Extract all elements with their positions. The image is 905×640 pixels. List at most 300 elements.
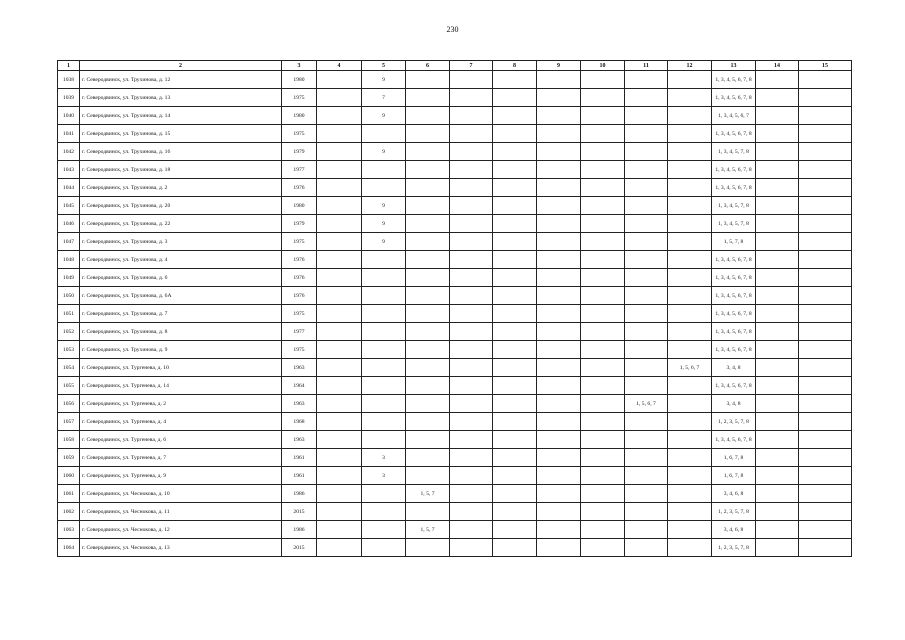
table-cell: 1986 [282, 485, 317, 503]
table-cell [668, 323, 712, 341]
table-cell [581, 485, 625, 503]
row-number-cell: 1046 [58, 215, 80, 233]
table-cell [537, 197, 581, 215]
table-cell [450, 377, 493, 395]
table-cell [362, 413, 406, 431]
row-number-cell: 1040 [58, 107, 80, 125]
table-cell: 1, 5, 6, 7 [625, 395, 668, 413]
table-cell [625, 539, 668, 557]
table-cell [756, 467, 799, 485]
table-cell [799, 431, 852, 449]
table-cell: 1, 3, 4, 5, 6, 7, 8 [712, 305, 756, 323]
table-cell [625, 485, 668, 503]
column-header-11: 11 [625, 61, 668, 71]
table-cell [493, 287, 537, 305]
table-cell [581, 323, 625, 341]
table-header-row [58, 61, 852, 71]
table-cell [625, 377, 668, 395]
row-number-cell: 1050 [58, 287, 80, 305]
table-cell [581, 125, 625, 143]
table-cell: 9 [362, 107, 406, 125]
table-row [58, 305, 852, 323]
table-cell [317, 161, 362, 179]
table-cell [799, 233, 852, 251]
table-cell [450, 125, 493, 143]
table-cell [317, 431, 362, 449]
table-cell [537, 305, 581, 323]
table-cell [362, 485, 406, 503]
table-cell [450, 251, 493, 269]
table-cell [668, 197, 712, 215]
table-cell [493, 143, 537, 161]
table-cell [406, 269, 450, 287]
table-cell [756, 413, 799, 431]
address-cell: г. Северодвинск, ул. Трухинова, д. 3 [80, 233, 282, 251]
table-row [58, 251, 852, 269]
table-cell [362, 395, 406, 413]
table-cell [493, 71, 537, 89]
housing-registry-table [57, 60, 852, 557]
address-cell: г. Северодвинск, ул. Тургенева, д. 14 [80, 377, 282, 395]
table-cell [537, 359, 581, 377]
table-cell [799, 341, 852, 359]
table-cell [317, 485, 362, 503]
table-cell [493, 413, 537, 431]
address-cell: г. Северодвинск, ул. Трухинова, д. 6А [80, 287, 282, 305]
table-cell [668, 413, 712, 431]
table-row [58, 323, 852, 341]
address-cell: г. Северодвинск, ул. Чеснокова, д. 11 [80, 503, 282, 521]
table-cell [537, 179, 581, 197]
table-cell [406, 107, 450, 125]
table-cell: 1986 [282, 521, 317, 539]
column-header-2: 2 [80, 61, 282, 71]
address-cell: г. Северодвинск, ул. Тургенева, д. 4 [80, 413, 282, 431]
table-cell [625, 143, 668, 161]
table-cell: 9 [362, 233, 406, 251]
table-cell: 1, 3, 4, 5, 6, 7, 8 [712, 341, 756, 359]
table-cell [668, 179, 712, 197]
row-number-cell: 1054 [58, 359, 80, 377]
table-cell [450, 197, 493, 215]
address-cell: г. Северодвинск, ул. Чеснокова, д. 10 [80, 485, 282, 503]
table-cell [581, 341, 625, 359]
table-cell [668, 89, 712, 107]
row-number-cell: 1055 [58, 377, 80, 395]
table-cell [799, 323, 852, 341]
table-cell [581, 269, 625, 287]
table-cell: 1, 6, 7, 8 [712, 467, 756, 485]
table-cell [493, 449, 537, 467]
table-cell [406, 125, 450, 143]
table-cell: 9 [362, 143, 406, 161]
table-cell: 1, 3, 4, 5, 6, 7, 8 [712, 251, 756, 269]
table-cell [362, 269, 406, 287]
table-cell [406, 359, 450, 377]
table-cell [799, 467, 852, 485]
table-cell [625, 125, 668, 143]
table-cell [799, 71, 852, 89]
table-cell [450, 395, 493, 413]
address-cell: г. Северодвинск, ул. Трухинова, д. 13 [80, 89, 282, 107]
table-cell [756, 305, 799, 323]
table-cell [406, 233, 450, 251]
table-cell [537, 521, 581, 539]
table-cell [537, 413, 581, 431]
table-cell [493, 377, 537, 395]
row-number-cell: 1056 [58, 395, 80, 413]
table-cell: 1, 2, 3, 5, 7, 8 [712, 413, 756, 431]
table-cell: 9 [362, 71, 406, 89]
table-row [58, 413, 852, 431]
table-cell [493, 161, 537, 179]
table-cell [625, 323, 668, 341]
table-cell [450, 233, 493, 251]
address-cell: г. Северодвинск, ул. Чеснокова, д. 12 [80, 521, 282, 539]
table-cell [581, 89, 625, 107]
table-cell [756, 287, 799, 305]
table-cell [756, 485, 799, 503]
table-cell [450, 359, 493, 377]
column-header-15: 15 [799, 61, 852, 71]
table-cell [450, 323, 493, 341]
table-cell [799, 251, 852, 269]
table-cell [317, 413, 362, 431]
table-cell [450, 341, 493, 359]
table-cell [537, 161, 581, 179]
table-cell [756, 539, 799, 557]
table-cell [406, 413, 450, 431]
table-cell [317, 125, 362, 143]
table-cell [799, 539, 852, 557]
address-cell: г. Северодвинск, ул. Трухинова, д. 12 [80, 71, 282, 89]
column-header-14: 14 [756, 61, 799, 71]
table-cell [317, 341, 362, 359]
table-cell [317, 287, 362, 305]
row-number-cell: 1058 [58, 431, 80, 449]
table-cell [581, 395, 625, 413]
table-cell [537, 233, 581, 251]
table-cell: 1975 [282, 341, 317, 359]
table-cell [799, 179, 852, 197]
table-cell [406, 539, 450, 557]
address-cell: г. Северодвинск, ул. Тургенева, д. 2 [80, 395, 282, 413]
table-cell [493, 251, 537, 269]
address-cell: г. Северодвинск, ул. Тургенева, д. 6 [80, 431, 282, 449]
table-cell [756, 521, 799, 539]
table-cell: 1976 [282, 287, 317, 305]
table-cell: 1, 5, 7 [406, 485, 450, 503]
table-cell: 1, 5, 7 [406, 521, 450, 539]
table-row [58, 233, 852, 251]
table-cell [668, 485, 712, 503]
table-cell: 1, 5, 6, 7 [668, 359, 712, 377]
table-row [58, 377, 852, 395]
table-cell [406, 161, 450, 179]
table-cell [668, 287, 712, 305]
table-cell [537, 323, 581, 341]
table-cell [668, 251, 712, 269]
column-header-8: 8 [493, 61, 537, 71]
table-cell [799, 395, 852, 413]
table-cell: 1976 [282, 179, 317, 197]
table-cell [537, 107, 581, 125]
table-cell [799, 521, 852, 539]
table-cell [406, 197, 450, 215]
address-cell: г. Северодвинск, ул. Трухинова, д. 20 [80, 197, 282, 215]
table-cell [756, 197, 799, 215]
table-cell [493, 125, 537, 143]
column-header-13: 13 [712, 61, 756, 71]
table-cell [668, 161, 712, 179]
table-cell [317, 503, 362, 521]
table-cell [756, 449, 799, 467]
table-cell [668, 377, 712, 395]
table-cell [450, 179, 493, 197]
table-cell [493, 539, 537, 557]
table-cell [668, 341, 712, 359]
table-cell [362, 323, 406, 341]
table-cell [362, 251, 406, 269]
address-cell: г. Северодвинск, ул. Трухинова, д. 4 [80, 251, 282, 269]
table-cell [625, 179, 668, 197]
table-cell [450, 521, 493, 539]
table-cell [799, 377, 852, 395]
table-cell [406, 71, 450, 89]
table-cell: 1961 [282, 467, 317, 485]
table-cell [362, 287, 406, 305]
table-cell: 1963 [282, 395, 317, 413]
table-cell: 1, 2, 3, 5, 7, 8 [712, 539, 756, 557]
table-cell [581, 107, 625, 125]
table-cell [537, 143, 581, 161]
table-cell [317, 467, 362, 485]
address-cell: г. Северодвинск, ул. Трухинова, д. 7 [80, 305, 282, 323]
table-cell [799, 143, 852, 161]
table-cell [450, 467, 493, 485]
table-cell: 1975 [282, 125, 317, 143]
table-cell [317, 323, 362, 341]
table-row [58, 449, 852, 467]
table-cell [317, 377, 362, 395]
table-cell [406, 89, 450, 107]
table-row [58, 179, 852, 197]
table-cell: 1, 3, 4, 5, 6, 7, 8 [712, 179, 756, 197]
table-cell [406, 503, 450, 521]
table-row [58, 521, 852, 539]
table-cell [406, 251, 450, 269]
table-cell: 1979 [282, 143, 317, 161]
table-cell [625, 251, 668, 269]
table-cell [668, 521, 712, 539]
row-number-cell: 1039 [58, 89, 80, 107]
table-cell [317, 233, 362, 251]
table-cell [799, 449, 852, 467]
table-cell [493, 341, 537, 359]
table-cell [406, 215, 450, 233]
table-cell [625, 503, 668, 521]
table-cell [668, 431, 712, 449]
table-cell [406, 323, 450, 341]
table-body [58, 71, 852, 557]
table-cell [537, 503, 581, 521]
table-cell [450, 485, 493, 503]
table-cell [450, 305, 493, 323]
table-row [58, 467, 852, 485]
table-cell [668, 305, 712, 323]
table-cell [537, 449, 581, 467]
row-number-cell: 1042 [58, 143, 80, 161]
column-header-6: 6 [406, 61, 450, 71]
row-number-cell: 1043 [58, 161, 80, 179]
table-cell [625, 233, 668, 251]
table-cell [799, 107, 852, 125]
row-number-cell: 1061 [58, 485, 80, 503]
table-cell [625, 161, 668, 179]
table-cell: 1977 [282, 323, 317, 341]
table-cell [406, 449, 450, 467]
row-number-cell: 1049 [58, 269, 80, 287]
table-cell [317, 215, 362, 233]
table-cell [799, 305, 852, 323]
table-cell: 1977 [282, 161, 317, 179]
table-cell: 1980 [282, 107, 317, 125]
table-cell [450, 161, 493, 179]
table-row [58, 269, 852, 287]
table-cell [668, 143, 712, 161]
table-cell [493, 485, 537, 503]
address-cell: г. Северодвинск, ул. Трухинова, д. 18 [80, 161, 282, 179]
table-cell: 1968 [282, 413, 317, 431]
table-cell [362, 521, 406, 539]
table-cell [756, 359, 799, 377]
table-cell [581, 449, 625, 467]
table-cell [362, 341, 406, 359]
table-cell [625, 341, 668, 359]
table-cell [668, 71, 712, 89]
table-cell [581, 197, 625, 215]
table-cell [756, 341, 799, 359]
table-cell [625, 431, 668, 449]
table-cell [493, 89, 537, 107]
table-cell: 1, 3, 4, 5, 7, 8 [712, 197, 756, 215]
table-cell [493, 215, 537, 233]
table-cell [537, 251, 581, 269]
table-cell: 9 [362, 215, 406, 233]
table-cell [406, 287, 450, 305]
table-cell [317, 269, 362, 287]
table-cell [625, 521, 668, 539]
table-cell [362, 305, 406, 323]
table-cell [406, 467, 450, 485]
table-cell: 1, 3, 4, 5, 6, 7, 8 [712, 377, 756, 395]
table-cell [668, 503, 712, 521]
table-cell [317, 251, 362, 269]
table-cell [450, 215, 493, 233]
row-number-cell: 1062 [58, 503, 80, 521]
table-cell [581, 71, 625, 89]
row-number-cell: 1063 [58, 521, 80, 539]
table-cell [581, 305, 625, 323]
table-cell [450, 503, 493, 521]
table-row [58, 89, 852, 107]
table-cell [493, 305, 537, 323]
table-cell [493, 521, 537, 539]
table-cell [581, 143, 625, 161]
table-row [58, 287, 852, 305]
table-cell [317, 179, 362, 197]
table-cell [406, 305, 450, 323]
table-cell [799, 215, 852, 233]
table-cell: 3, 4, 6, 8 [712, 521, 756, 539]
table-cell [756, 377, 799, 395]
table-cell [668, 467, 712, 485]
table-cell: 1975 [282, 89, 317, 107]
table-cell [756, 431, 799, 449]
table-cell [581, 431, 625, 449]
table-cell [450, 431, 493, 449]
table-cell [581, 251, 625, 269]
table-row [58, 395, 852, 413]
table-cell [493, 179, 537, 197]
table-cell: 9 [362, 197, 406, 215]
table-cell: 1, 2, 3, 5, 7, 8 [712, 503, 756, 521]
table-cell [799, 485, 852, 503]
table-cell: 1975 [282, 233, 317, 251]
table-cell: 1964 [282, 377, 317, 395]
table-cell [493, 503, 537, 521]
table-cell [450, 287, 493, 305]
table-cell [317, 143, 362, 161]
table-row [58, 197, 852, 215]
table-cell [317, 107, 362, 125]
table-cell [317, 359, 362, 377]
table-cell: 1, 3, 4, 5, 6, 7, 8 [712, 125, 756, 143]
table-cell [625, 467, 668, 485]
table-cell: 1, 3, 4, 5, 6, 7, 8 [712, 431, 756, 449]
table-row [58, 161, 852, 179]
table-cell [625, 287, 668, 305]
table-row [58, 359, 852, 377]
table-cell [537, 287, 581, 305]
table-cell [668, 107, 712, 125]
table-cell [625, 359, 668, 377]
address-cell: г. Северодвинск, ул. Чеснокова, д. 13 [80, 539, 282, 557]
table-cell: 1963 [282, 431, 317, 449]
table-row [58, 143, 852, 161]
table-cell [537, 341, 581, 359]
table-row [58, 107, 852, 125]
table-cell [625, 107, 668, 125]
table-cell [799, 197, 852, 215]
table-cell [450, 269, 493, 287]
page-number: 230 [446, 25, 459, 34]
row-number-cell: 1059 [58, 449, 80, 467]
table-cell: 1980 [282, 71, 317, 89]
table-cell: 1961 [282, 449, 317, 467]
column-header-12: 12 [668, 61, 712, 71]
row-number-cell: 1038 [58, 71, 80, 89]
table-cell: 7 [362, 89, 406, 107]
address-cell: г. Северодвинск, ул. Трухинова, д. 16 [80, 143, 282, 161]
table-cell [756, 395, 799, 413]
table-cell [450, 539, 493, 557]
table-cell [625, 413, 668, 431]
table-cell: 1963 [282, 359, 317, 377]
table-cell: 2015 [282, 539, 317, 557]
address-cell: г. Северодвинск, ул. Трухинова, д. 8 [80, 323, 282, 341]
table-cell [799, 161, 852, 179]
